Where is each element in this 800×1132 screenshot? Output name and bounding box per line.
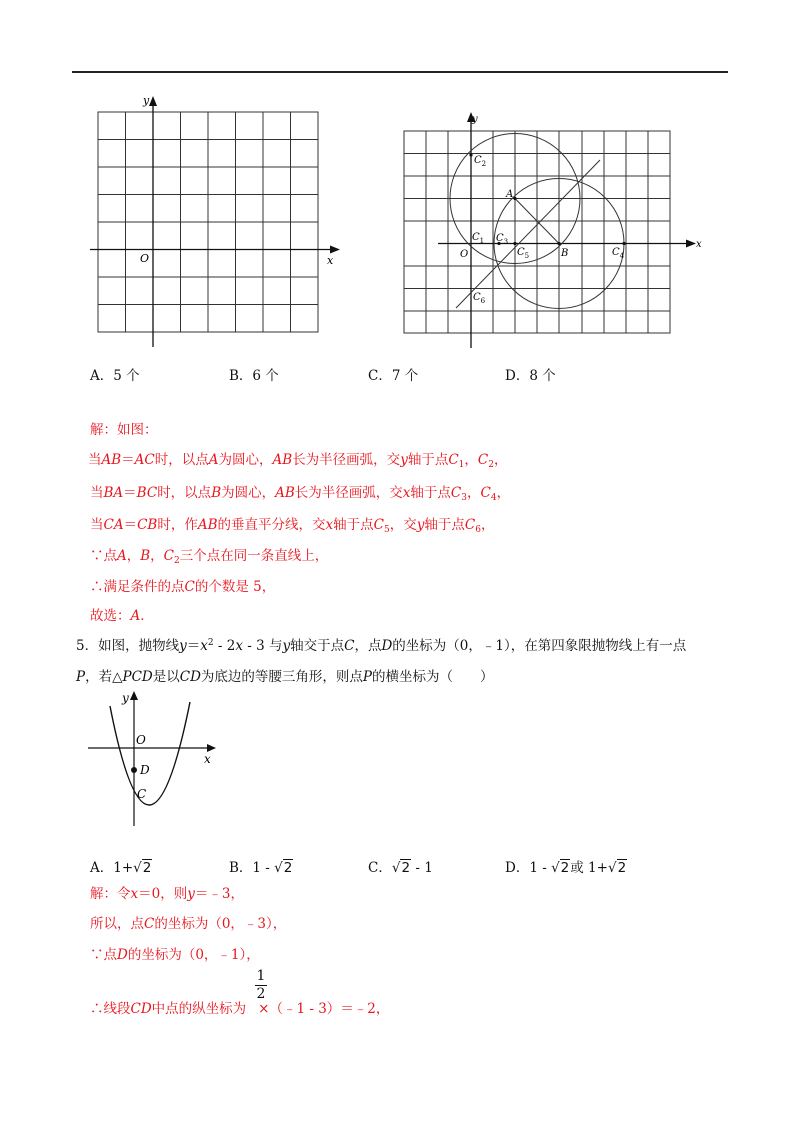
q5-solution-l1: 解：令x＝0，则y＝﹣3， [90, 886, 244, 902]
fig2-point-c2: C [474, 155, 482, 166]
parabola-figure [86, 686, 226, 828]
q5-option-c[interactable]: C．√2 - 1 [368, 860, 433, 876]
fraction-numerator: 1 [256, 968, 266, 984]
parabola-origin-label: O [136, 733, 146, 747]
svg-text:C2: $C_2$ [474, 155, 487, 168]
q4-solution-l2: 当AB＝AC时，以点A为圆心，AB长为半径画弧，交y轴于点$C_1$，$C_2$， [88, 452, 508, 470]
fig2-point-c4: C [612, 247, 620, 258]
grid-figure-2 [398, 110, 708, 355]
fig2-point-c3: C [496, 233, 504, 244]
svg-text:C6: $C_6$ [473, 292, 486, 305]
fig2-y-label: y [472, 114, 478, 125]
q4-option-c[interactable]: C．7 个 [368, 368, 419, 384]
q4-option-a[interactable]: A．5 个 [90, 368, 140, 384]
fig2-point-a: A [506, 189, 514, 200]
svg-text:C4: $C_4$ [612, 247, 625, 260]
svg-text:C1: $C_1$ [472, 232, 485, 245]
half-fraction [255, 968, 267, 1003]
fig1-y-label: y [143, 94, 150, 107]
q4-solution-l5: ∵点A，B，$C_2$三个点在同一条直线上， [90, 548, 329, 566]
q5-option-b[interactable]: B．1 - √2 [229, 860, 293, 876]
q5-question-line2: P，若△PCD是以CD为底边的等腰三角形，则点P的横坐标为（ ） [76, 669, 494, 685]
top-rule [72, 71, 728, 73]
fig2-point-c1: C [472, 232, 480, 243]
q4-solution-l6: ∴满足条件的点C的个数是 5， [90, 579, 276, 595]
svg-text:C5: $C_5$ [517, 247, 530, 260]
q5-option-d[interactable]: D．1 - √2或 1+√2 [505, 860, 627, 876]
grid-figure-1 [90, 92, 350, 352]
fig1-origin-label: O [140, 252, 150, 265]
fig2-point-c5: C [517, 247, 525, 258]
parabola-y-label: y [122, 691, 129, 705]
q5-question-line1: 5．如图，抛物线$y=x^2 - 2x - 3$ 与y轴交于点C，点D的坐标为（0，﹣1），在第四象限抛物线上有一点 [76, 638, 687, 654]
q4-solution-l7: 故选：A． [90, 608, 154, 624]
q5-solution-l2: 所以，点C的坐标为（0，﹣3）， [90, 916, 287, 932]
fig1-x-label: x [327, 254, 334, 267]
fig2-point-b: B [561, 248, 569, 259]
q5-solution-l4: ∴线段CD中点的纵坐标为 ×（﹣1 - 3）＝﹣2， [90, 1001, 390, 1017]
fig2-x-label: x [696, 239, 702, 250]
svg-text:C3: $C_3$ [496, 233, 509, 246]
q4-solution-l3: 当BA＝BC时，以点B为圆心，AB长为半径画弧，交x轴于点$C_3$，$C_4$， [90, 485, 511, 503]
q4-solution-l1: 解：如图： [90, 422, 158, 438]
fig2-origin-label: O [460, 249, 469, 260]
q4-solution-l4: 当CA＝CB时，作AB的垂直平分线，交x轴于点$C_5$，交y轴于点$C_6$， [90, 517, 495, 535]
q4-option-b[interactable]: B．6 个 [229, 368, 279, 384]
q4-option-d[interactable]: D．8 个 [505, 368, 556, 384]
parabola-point-c: C [137, 787, 147, 801]
fraction-denominator: 2 [256, 986, 266, 1002]
q5-option-a[interactable]: A．1+√2 [90, 860, 152, 876]
parabola-x-label: x [204, 752, 211, 766]
q5-solution-l3: ∵点D的坐标为（0，﹣1）， [90, 947, 260, 963]
fig2-point-c6: C [473, 292, 481, 303]
parabola-point-d: D [140, 763, 150, 777]
